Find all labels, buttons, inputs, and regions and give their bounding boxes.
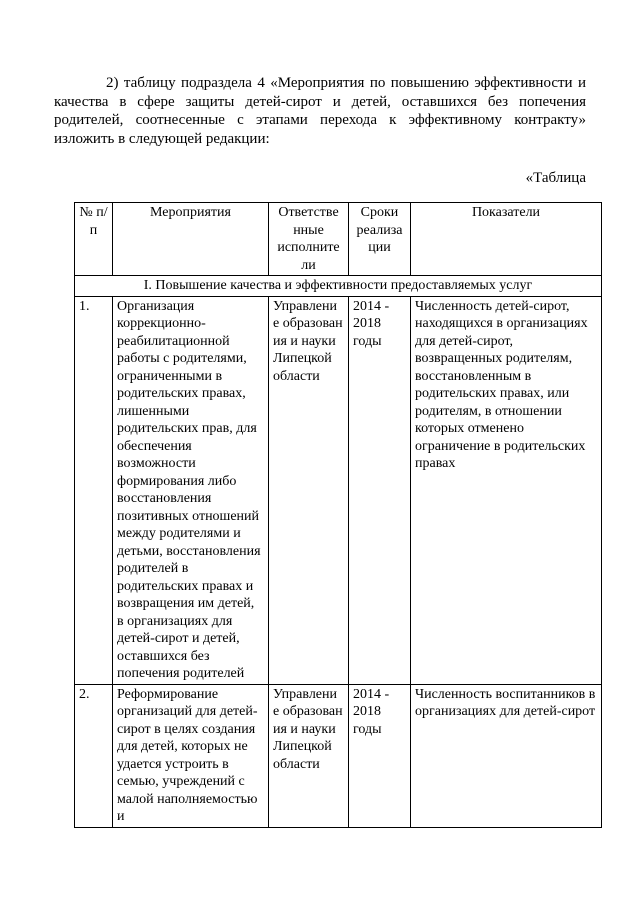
table-caption: «Таблица <box>525 170 586 186</box>
row-indicator: Численность детей-сирот, находящихся в организациях для детей-сирот, возвращенных родителям, восстановленным в родительских правах, или родителям, в отношении которых отменено ограничение в родительских правах <box>411 296 602 684</box>
row-responsible: Управлени е образован ия и науки Липецкой области <box>269 684 349 827</box>
table-header-row <box>75 203 602 276</box>
row-terms: 2014 - 2018 годы <box>349 296 411 684</box>
section-row <box>75 276 602 297</box>
row-number: 2. <box>75 684 113 827</box>
section-title: I. Повышение качества и эффективности предоставляемых услуг <box>75 276 602 297</box>
row-number: 1. <box>75 296 113 684</box>
header-indicators: Показатели <box>411 203 602 276</box>
intro-text: 2) таблицу подраздела 4 «Мероприятия по повышению эффективности и качества в сфере защиты детей-сирот и детей, оставшихся без попечения родителей, соотнесенные с этапами перехода к эффективному контракту» изложить в следующей редакции: <box>54 75 586 147</box>
header-num: № п/п <box>75 203 113 276</box>
row-measure: Организация коррекционно-реабилитационной работы с родителями, ограниченными в родительских правах, лишенными родительских прав, для обеспечения возможности формирования либо восстановления позитивных отношений между родителями и детьми, восстановления родителей в родительских правах и возвращения им детей, в организациях для детей-сирот и детей, оставшихся без попечения родителей <box>113 296 269 684</box>
row-responsible: Управлени е образован ия и науки Липецкой области <box>269 296 349 684</box>
row-terms: 2014 - 2018 годы <box>349 684 411 827</box>
table-row <box>75 684 602 827</box>
header-responsible: Ответстве нные исполните ли <box>269 203 349 276</box>
row-indicator: Численность воспитанников в организациях для детей-сирот <box>411 684 602 827</box>
table-row <box>75 296 602 684</box>
measures-table <box>74 202 602 828</box>
intro-paragraph <box>54 74 586 148</box>
row-measure: Реформирование организаций для детей-сирот в целях создания для детей, которых не удается устроить в семью, учреждений с малой наполняемостью и <box>113 684 269 827</box>
header-measures: Мероприятия <box>113 203 269 276</box>
header-terms: Сроки реализа ции <box>349 203 411 276</box>
